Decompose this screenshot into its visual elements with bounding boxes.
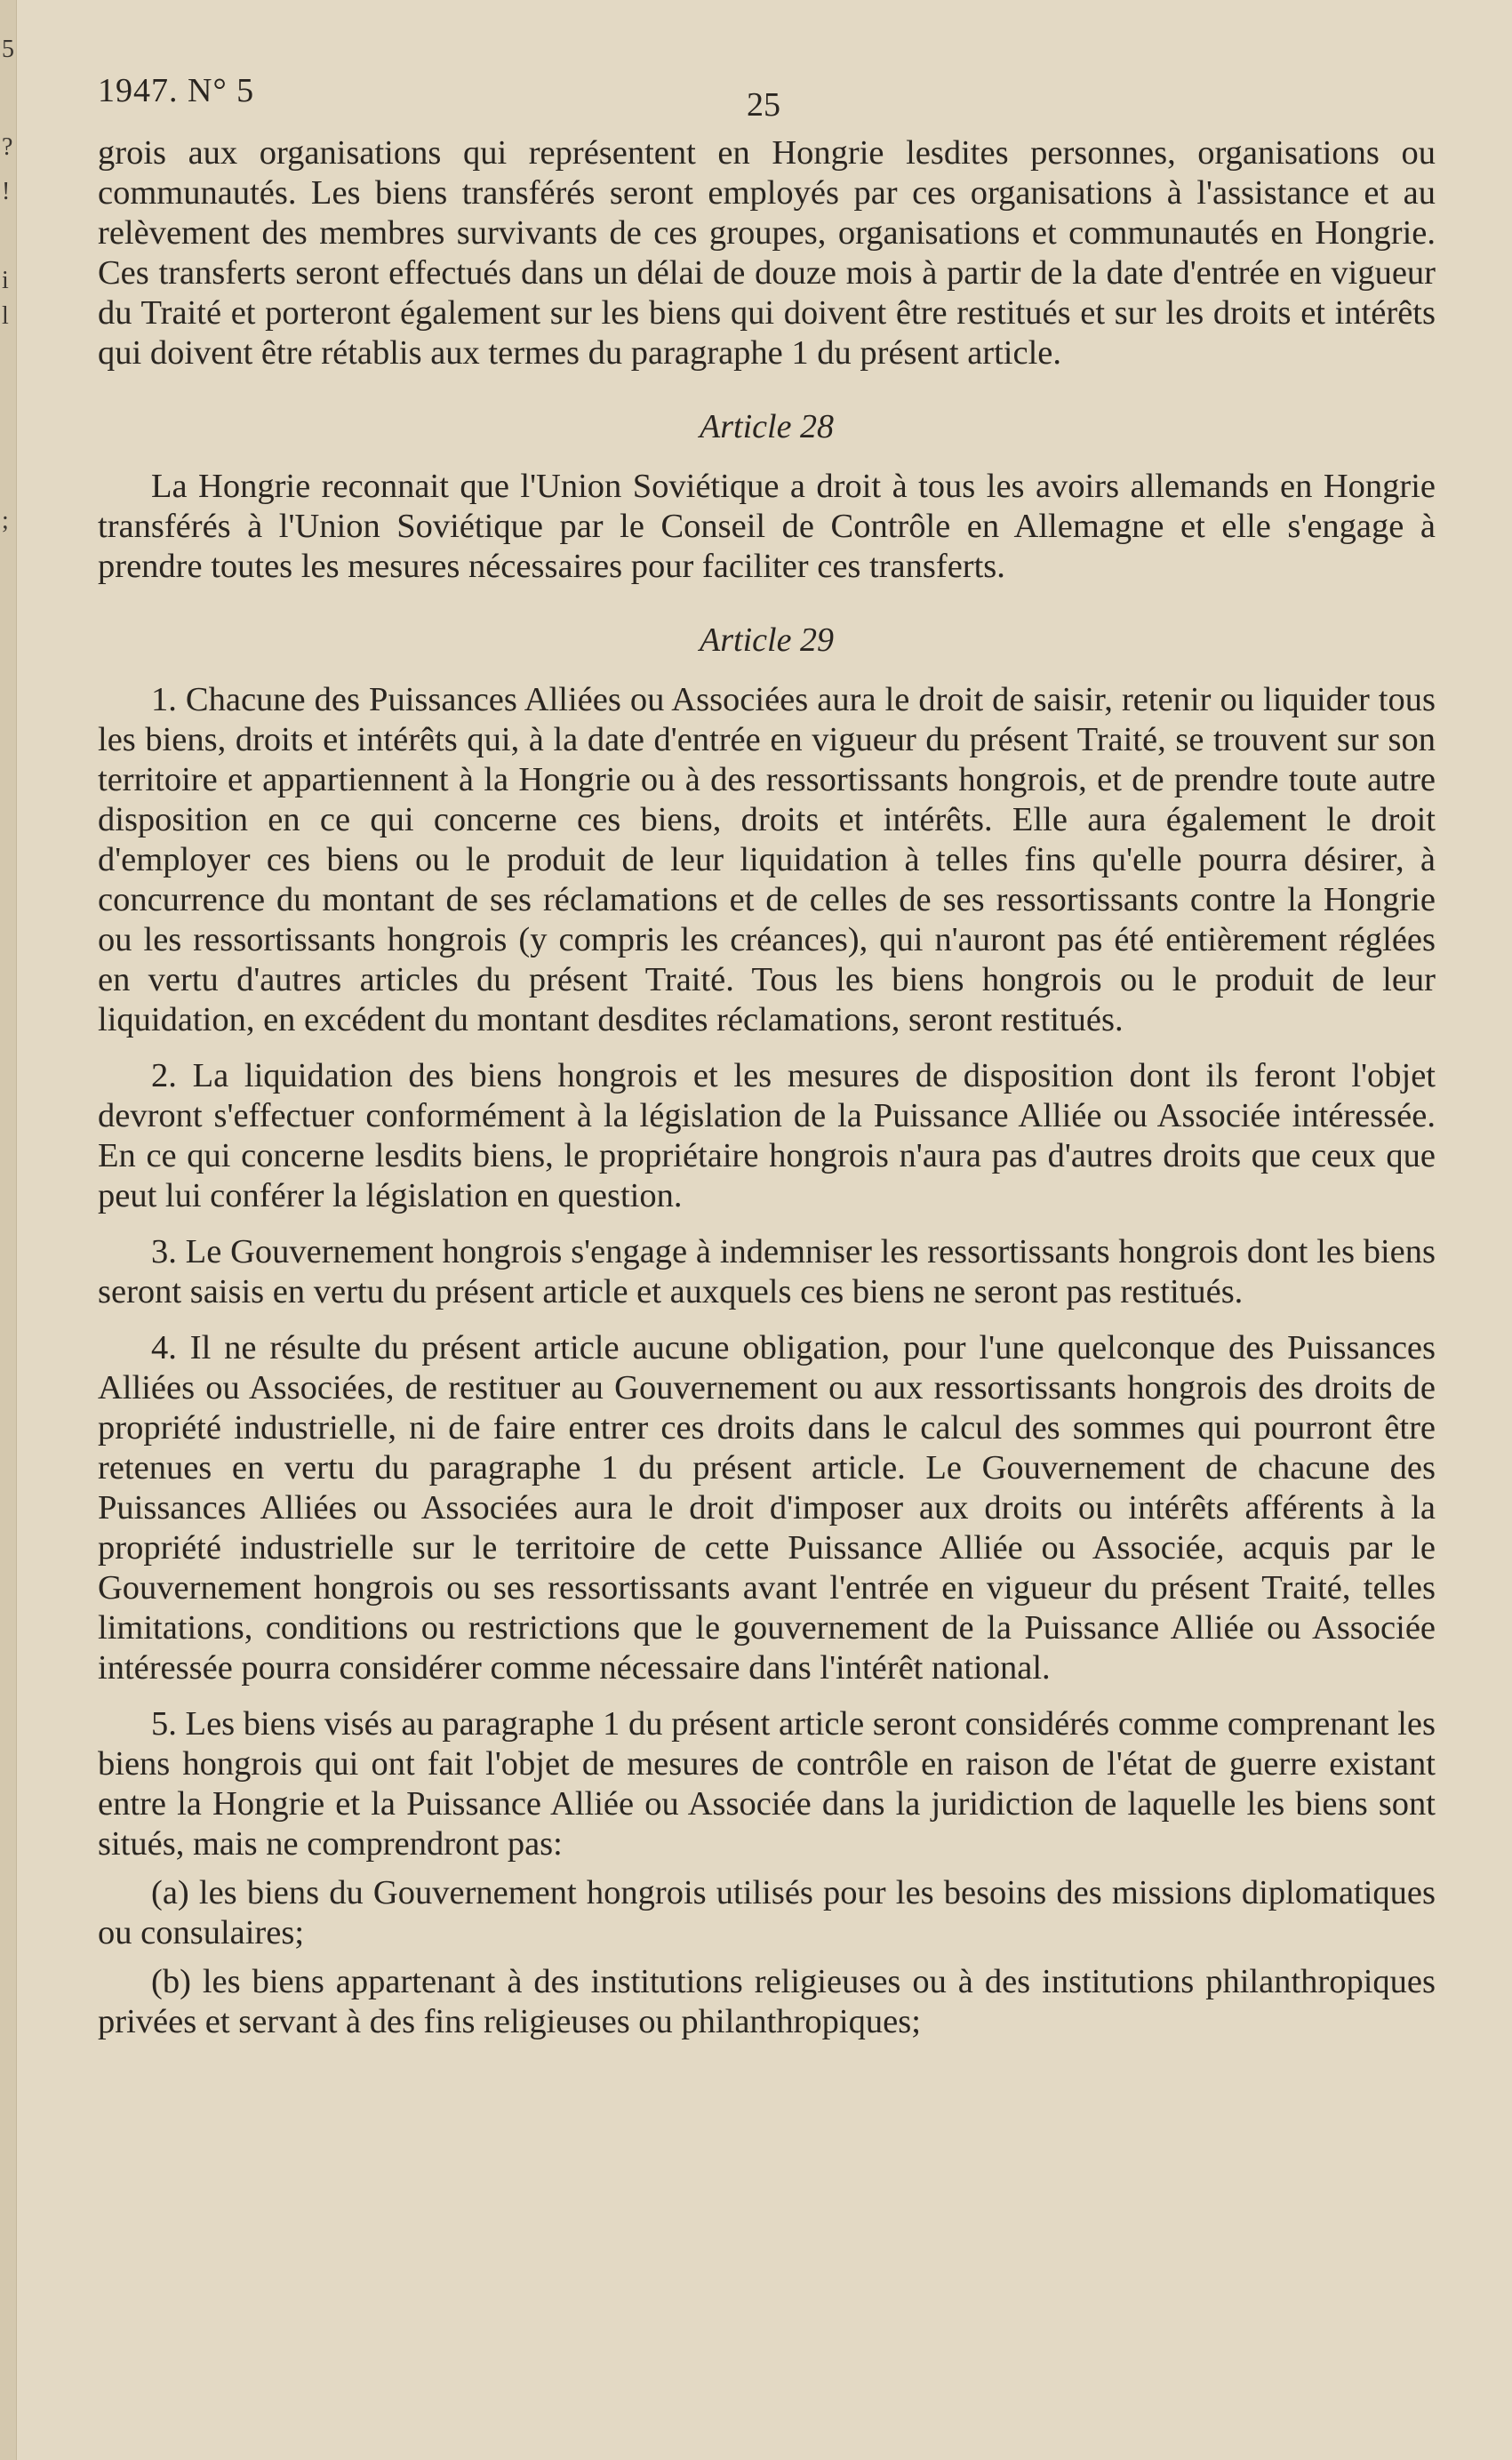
article-29-paragraph-3: 3. Le Gouvernement hongrois s'engage à indemniser les ressortissants hongrois dont les biens seront saisis en vertu du présent article et auxquels ces biens ne seront pas restitués.	[98, 1233, 1436, 1310]
intro-paragraph: grois aux organisations qui représentent en Hongrie lesdites personnes, organisations ou communautés. Les biens transférés seront employés par ces organisations à l'assistance et au relèvement des membres survivants de ces groupes, organisations et communautés en Hongrie. Ces transferts seront effectués dans un délai de douze mois à partir de la date d'entrée en vigueur du Traité et porteront également sur les biens qui doivent être restitués et sur les droits et intérêts qui doivent être rétablis aux termes du paragraphe 1 du présent article.	[98, 134, 1436, 372]
article-29-paragraph-5: 5. Les biens visés au paragraphe 1 du présent article seront considérés comme comprenant les biens hongrois qui ont fait l'objet de mesures de contrôle en raison de l'état de guerre existant entre la Hongrie et la Puissance Alliée ou Associée dans la juridiction de laquelle les biens sont situés, mais ne comprendront pas:	[98, 1705, 1436, 1863]
article-28-text: La Hongrie reconnait que l'Union Soviétique a droit à tous les avoirs allemands en Hongrie transférés à l'Union Soviétique par le Conseil de Contrôle en Allemagne et elle s'engage à prendre toutes les mesures nécessaires pour faciliter ces transferts.	[98, 468, 1436, 585]
margin-mark: 5	[2, 36, 14, 63]
margin-mark: l	[2, 302, 9, 330]
margin-mark: ;	[2, 507, 9, 534]
page-edge	[0, 0, 17, 2460]
margin-mark: !	[2, 178, 11, 205]
publication-reference: 1947. N° 5	[98, 72, 255, 109]
margin-mark: i	[2, 267, 9, 294]
article-29-paragraph-4: 4. Il ne résulte du présent article aucune obligation, pour l'une quelconque des Puissances Alliées ou Associées, de restituer au Gouvernement ou aux ressortissants hongrois des droits de propriété industrielle, ni de faire entrer ces droits dans le calcul des sommes qui pourront être retenues en vertu du paragraphe 1 du présent article. Le Gouvernement de chacune des Puissances Alliées ou Associées aura le droit d'imposer aux droits ou intérêts afférents à la propriété industrielle sur le territoire de cette Puissance Alliée ou Associée, acquis par le Gouvernement hongrois ou ses ressortissants avant l'entrée en vigueur du présent Traité, telles limitations, conditions ou restrictions que le gouvernement de la Puissance Alliée ou Associée intéressée pourra considérer comme nécessaire dans l'intérêt national.	[98, 1329, 1436, 1687]
article-29-item-a: (a) les biens du Gouvernement hongrois utilisés pour les besoins des missions diplomatiques ou consulaires;	[98, 1874, 1436, 1951]
article-29-item-b: (b) les biens appartenant à des institutions religieuses ou à des institutions philanthropiques privées et servant à des fins religieuses ou philanthropiques;	[98, 1963, 1436, 2040]
article-29-paragraph-1: 1. Chacune des Puissances Alliées ou Associées aura le droit de saisir, retenir ou liquider tous les biens, droits et intérêts qui, à la date d'entrée en vigueur du présent Traité, se trouvent sur son territoire et appartiennent à la Hongrie ou à des ressortissants hongrois, et de prendre toute autre disposition en ce qui concerne ces biens, droits et intérêts. Elle aura également le droit d'employer ces biens ou le produit de leur liquidation à telles fins qu'elle pourra désirer, à concurrence du montant de ses réclamations et de celles de ses ressortissants contre la Hongrie ou les ressortissants hongrois (y compris les créances), qui n'auront pas été entièrement réglées en vertu d'autres articles du présent Traité. Tous les biens hongrois ou le produit de leur liquidation, en excédent du montant desdites réclamations, seront restitués.	[98, 681, 1436, 1038]
article-29-title: Article 29	[700, 621, 834, 659]
article-29-paragraph-2: 2. La liquidation des biens hongrois et les mesures de disposition dont ils feront l'objet devront s'effectuer conformément à la législation de la Puissance Alliée ou Associée intéressée. En ce qui concerne lesdits biens, le propriétaire hongrois n'aura pas d'autres droits que ceux que peut lui conférer la législation en question.	[98, 1057, 1436, 1214]
article-28-title: Article 28	[700, 408, 834, 445]
page-number: 25	[747, 86, 780, 124]
document-page	[98, 53, 1436, 2042]
page-header	[98, 53, 1436, 133]
margin-mark: ?	[2, 133, 13, 161]
body-text	[98, 133, 1436, 2042]
